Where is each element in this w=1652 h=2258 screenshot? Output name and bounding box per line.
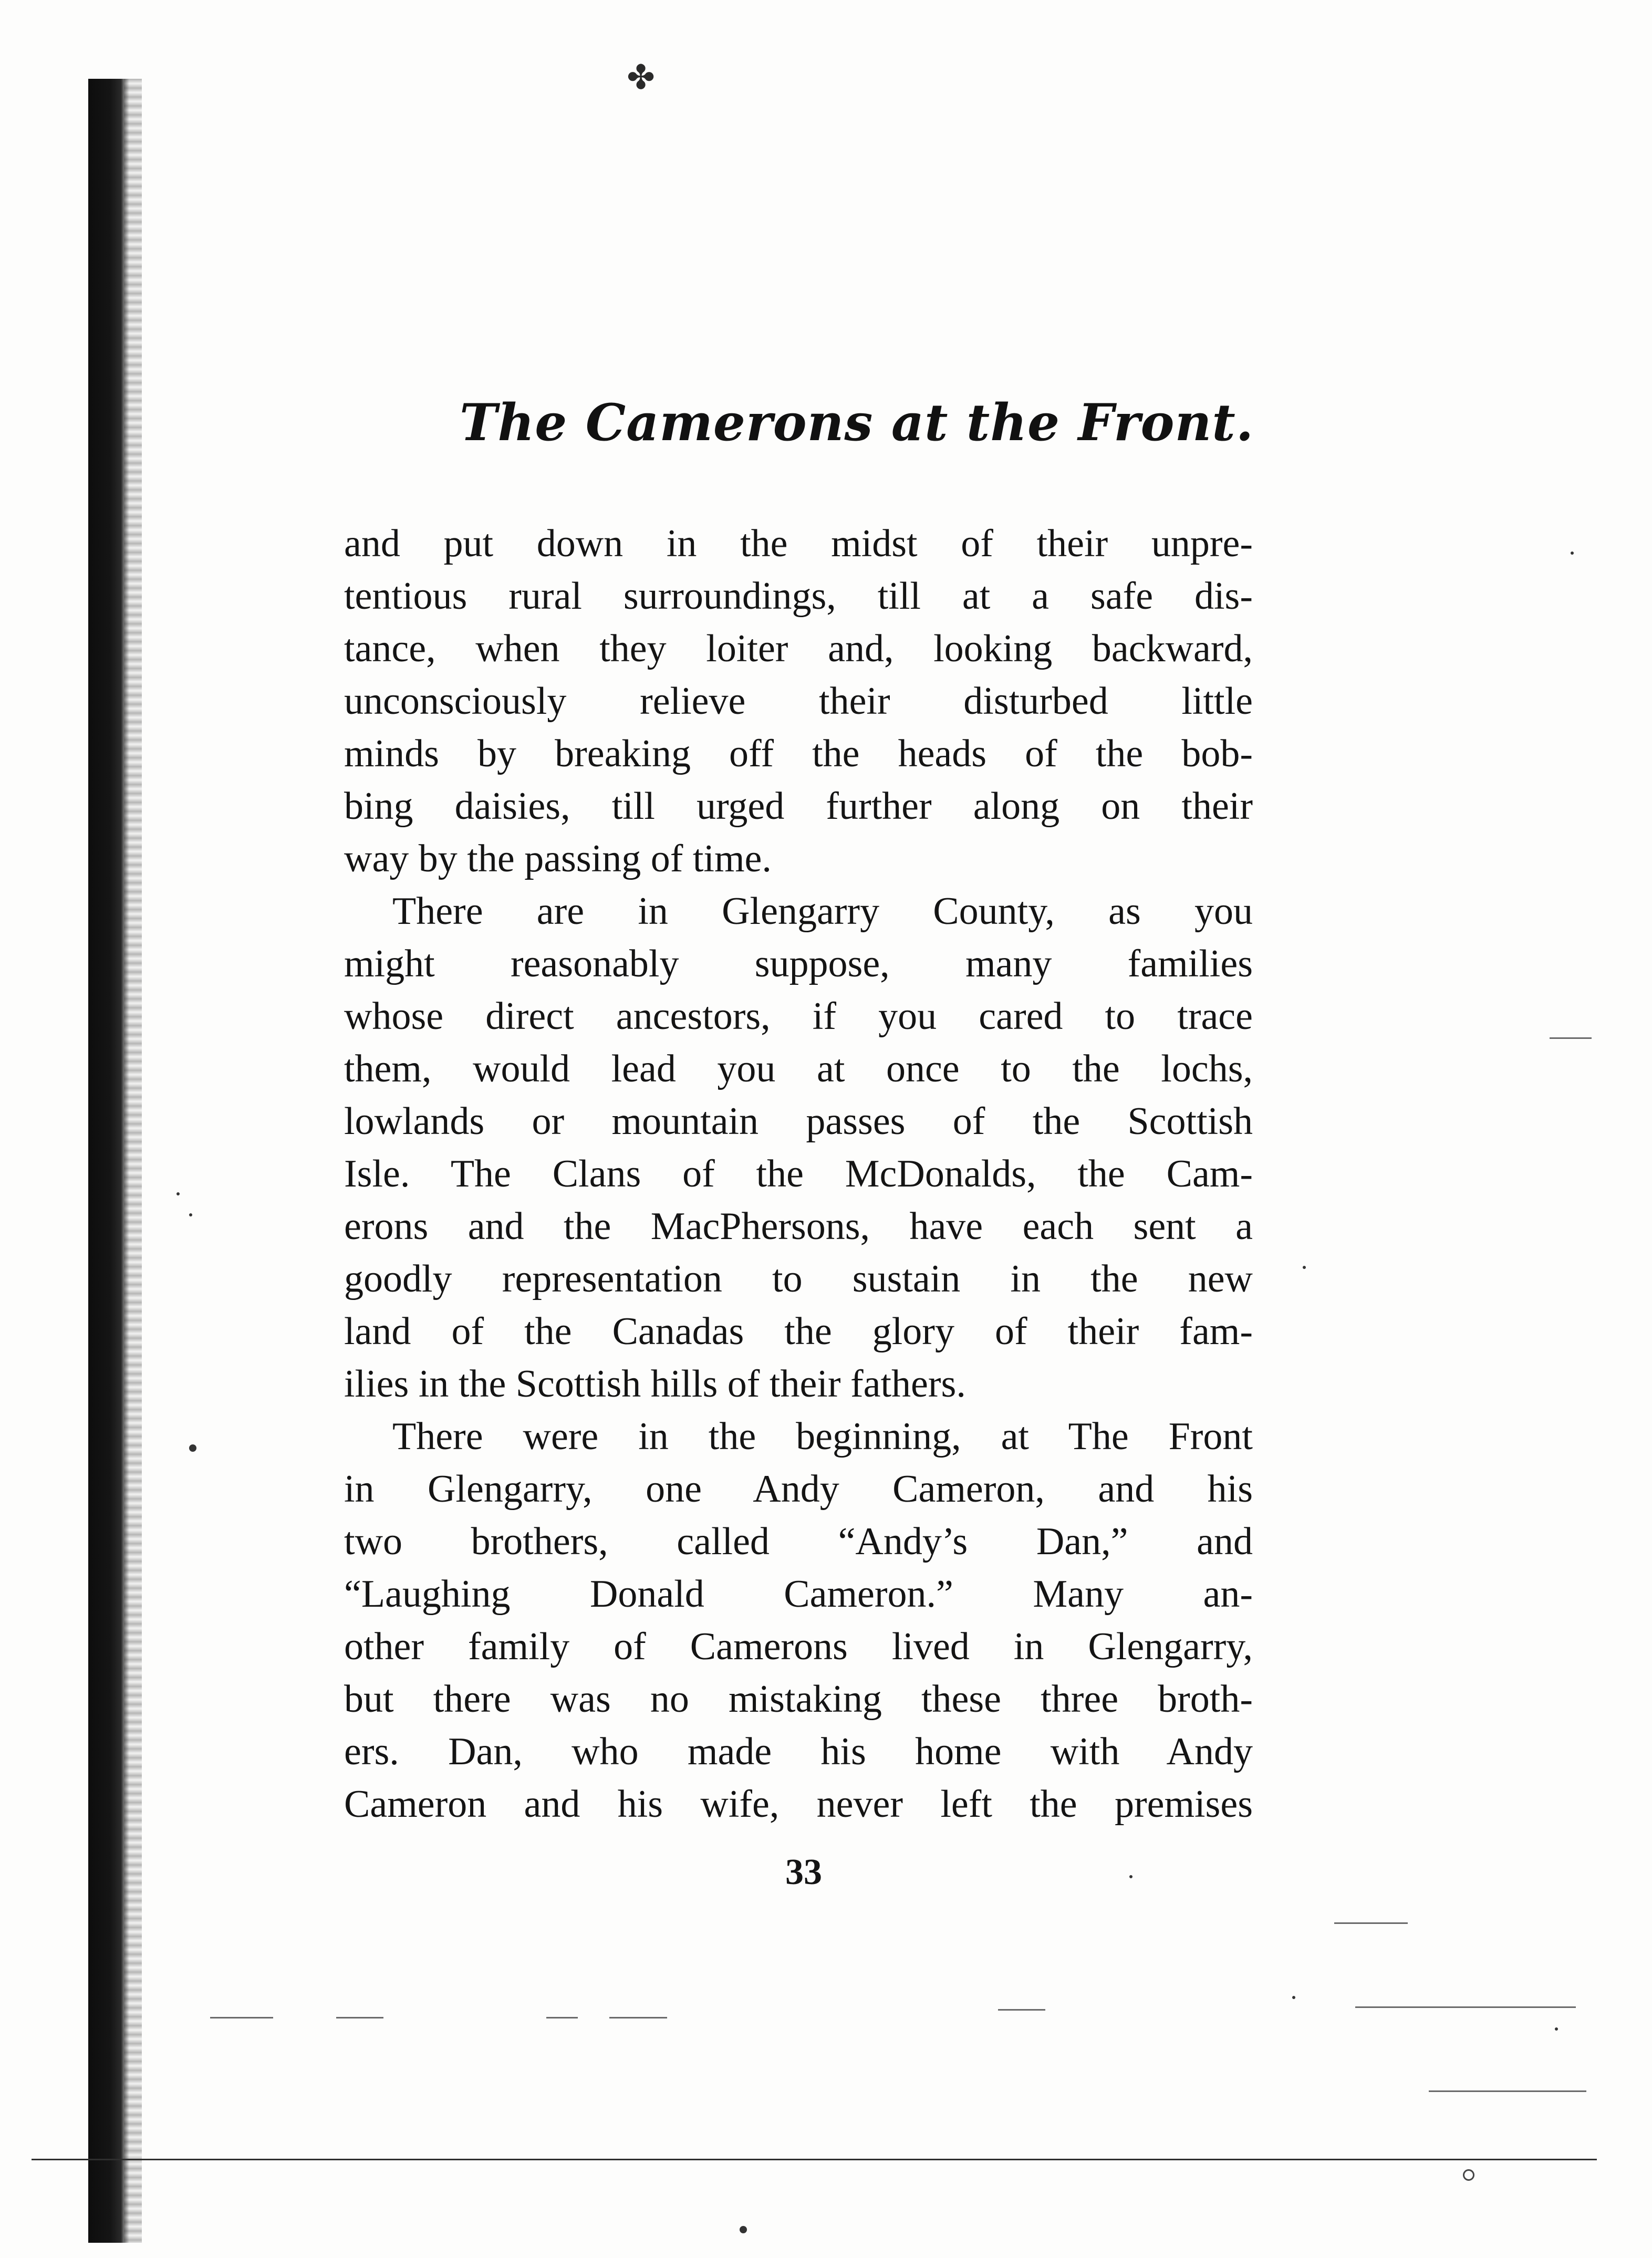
scan-dash [998, 2009, 1045, 2011]
scan-speck [189, 1444, 196, 1452]
scan-speck [189, 1213, 192, 1216]
scan-dash [546, 2017, 578, 2018]
scan-speck [740, 2226, 747, 2233]
scan-speck [1292, 1996, 1295, 1999]
ornament-icon: ✤ [627, 59, 655, 96]
scan-dash [210, 2017, 273, 2018]
text-line: land of the Canadas the glory of their fam- [344, 1310, 1253, 1353]
scan-dash [609, 2017, 667, 2018]
running-head: The Camerons at the Front. [460, 393, 1254, 452]
text-line: whose direct ancestors, if you cared to trace [344, 995, 1253, 1038]
scan-dash [1550, 1037, 1592, 1039]
text-line: minds by breaking off the heads of the bob- [344, 732, 1253, 775]
text-line: “Laughing Donald Cameron.” Many an- [344, 1573, 1253, 1616]
text-line: tance, when they loiter and, looking backward, [344, 627, 1253, 670]
text-line: two brothers, called “Andy’s Dan,” and [344, 1520, 1253, 1563]
text-line: There are in Glengarry County, as you [392, 890, 1253, 933]
text-line: them, would lead you at once to the lochs, [344, 1047, 1253, 1090]
text-line: lowlands or mountain passes of the Scottish [344, 1100, 1253, 1143]
text-line: might reasonably suppose, many families [344, 942, 1253, 985]
text-line: ilies in the Scottish hills of their fathers. [344, 1362, 966, 1406]
body-text [344, 517, 1253, 1830]
scan-speck [1463, 2169, 1474, 2181]
scan-rule [32, 2159, 1597, 2160]
scan-dash [1429, 2090, 1586, 2092]
text-line: way by the passing of time. [344, 837, 772, 880]
scan-dash [336, 2017, 383, 2018]
scan-speck [1303, 1266, 1306, 1269]
binding-edge-shadow [124, 79, 142, 2243]
binding-edge [88, 79, 129, 2243]
text-line: goodly representation to sustain in the new [344, 1257, 1253, 1300]
text-line: There were in the beginning, at The Front [392, 1415, 1253, 1458]
text-line: Isle. The Clans of the McDonalds, the Cam- [344, 1152, 1253, 1195]
scan-speck [176, 1192, 180, 1195]
text-line: unconsciously relieve their disturbed little [344, 680, 1253, 723]
scan-dash [1334, 1922, 1408, 1924]
scan-dash [1355, 2006, 1576, 2008]
text-line: in Glengarry, one Andy Cameron, and his [344, 1468, 1253, 1511]
text-line: bing daisies, till urged further along on their [344, 785, 1253, 828]
scan-speck [1571, 552, 1574, 555]
text-line: and put down in the midst of their unpre- [344, 522, 1253, 565]
text-line: ers. Dan, who made his home with Andy [344, 1730, 1253, 1773]
scan-speck [1129, 1875, 1132, 1878]
text-line: other family of Camerons lived in Glengarry, [344, 1625, 1253, 1668]
text-line: but there was no mistaking these three broth- [344, 1678, 1253, 1721]
page-number: 33 [785, 1852, 822, 1892]
scan-speck [1555, 2027, 1558, 2031]
text-line: erons and the MacPhersons, have each sent a [344, 1205, 1253, 1248]
text-line: tentious rural surroundings, till at a safe dis- [344, 575, 1253, 618]
text-line: Cameron and his wife, never left the premises [344, 1783, 1253, 1826]
